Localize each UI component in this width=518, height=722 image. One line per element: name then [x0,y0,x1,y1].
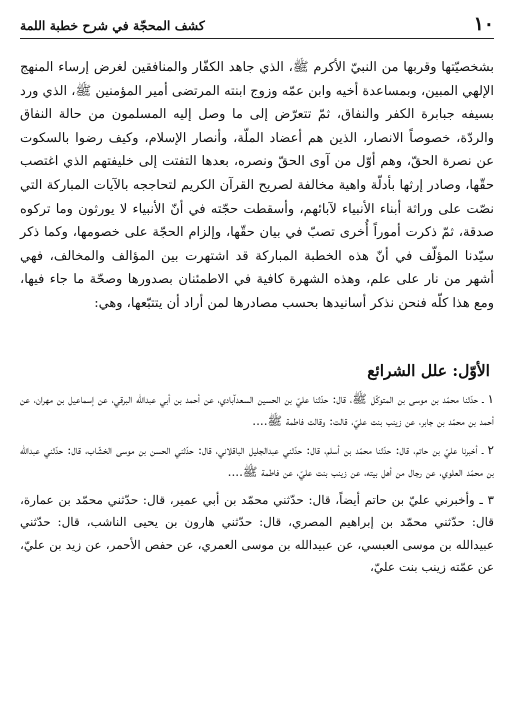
narration-item: ١ ـ حدّثنا محمّد بن موسى بن المتوكّل ﷺ، قال: حدّثنا عليّ بن الحسين السعدآبادي، عن أحمد بن أبي عبدالله البرقي، عن إسماعيل بن مهران، عن أحمد بن محمّد بن جابر، عن زينب بنت عليّ، قالت: وقالت فاطمة ﷺ.... [20,392,494,429]
narration-list [20,388,494,584]
running-header [20,12,494,39]
body-text [20,56,494,316]
book-title: كشف المحجّة في شرح خطبة اللمة [20,18,205,33]
body-paragraph: بشخصيّتها وقربها من النبيّ الأكرم ﷺ، الذي جاهد الكفّار والمنافقين لغرض إرساء المنهج الإلهي المبين، وبمساعدة أخيه وابن عمّه وزوج ابنته المرتضى أمير المؤمنين ﷺ، الذي ورد بسيفه جبابرة الكفر والنفاق، ثمّ تتعرّض إلى ما وصل إليه المسلمون من حالة النفاق والردّة، خصوصاً الانصار، الذين هم أعضاد الملّة، وأنصار الإسلام، وكيف رضوا بالسكوت عن نصرة الحقّ، وهم أوّل من آوى الحقّ ونصره، بعدها التفتت إلى خليفتهم الذي اغتصب حقّها، وصادر إرثها بأدلّة واهية مخالفة لصريح القرآن الكريم لتحاججه بالآيات المباركة التي نصّت على وراثة أبناء الأنبياء لآبائهم، وأسقطت حجّته في أنّ الأنبياء لا يورثون وما تركوه صدقة، ثمّ ذكرت أموراً أُخرى تصبّ في بيان حقّها، وإلزام الحجّة على خصومها، وكما ذكر سيّدنا المؤلّف في أنّ هذه الخطبة المباركة قد اشتهرت بين المؤالف والمخالف، فهي أشهر من نار على علم، وهذه الشهرة كافية في الاطمئنان بصدورها وصحّة ما جاء فيها، ومع هذا كلّه فنحن نذكر أسانيدها بحسب مصادرها لمن أراد أن يتتبّعها، وهي: [20,60,494,311]
narration-item: ٢ ـ أخبرنا عليّ بن حاتم، قال: حدّثنا محمّد بن أسلم، قال: حدّثني عبدالجليل الباقلاني، قال: حدّثني الحسن بن موسى الخشّاب، قال: حدّثني عبدالله بن محمّد العلوي، عن رجال من أهل بيته، عن زينب بنت عليّ، عن فاطمة ﷺ.... [20,442,494,479]
page-number: ١٠ [473,13,494,35]
narration-item: ٣ ـ وأخبرني عليّ بن حاتم أيضاً، قال: حدّثني محمّد بن أبي عمير، قال: حدّثني محمّد بن عمارة، قال: حدّثني محمّد بن إبراهيم المصري، قال: حدّثني هارون بن يحيى الناشب، قال: حدّثني عبيدالله بن موسى العبسي، عن عبيدالله بن موسى العمري، عن حفص الأحمر، عن زيد بن عليّ، عن عمّته زينب بنت عليّ، [20,493,494,575]
section-heading: الأوّل: علل الشرائع [367,361,490,380]
